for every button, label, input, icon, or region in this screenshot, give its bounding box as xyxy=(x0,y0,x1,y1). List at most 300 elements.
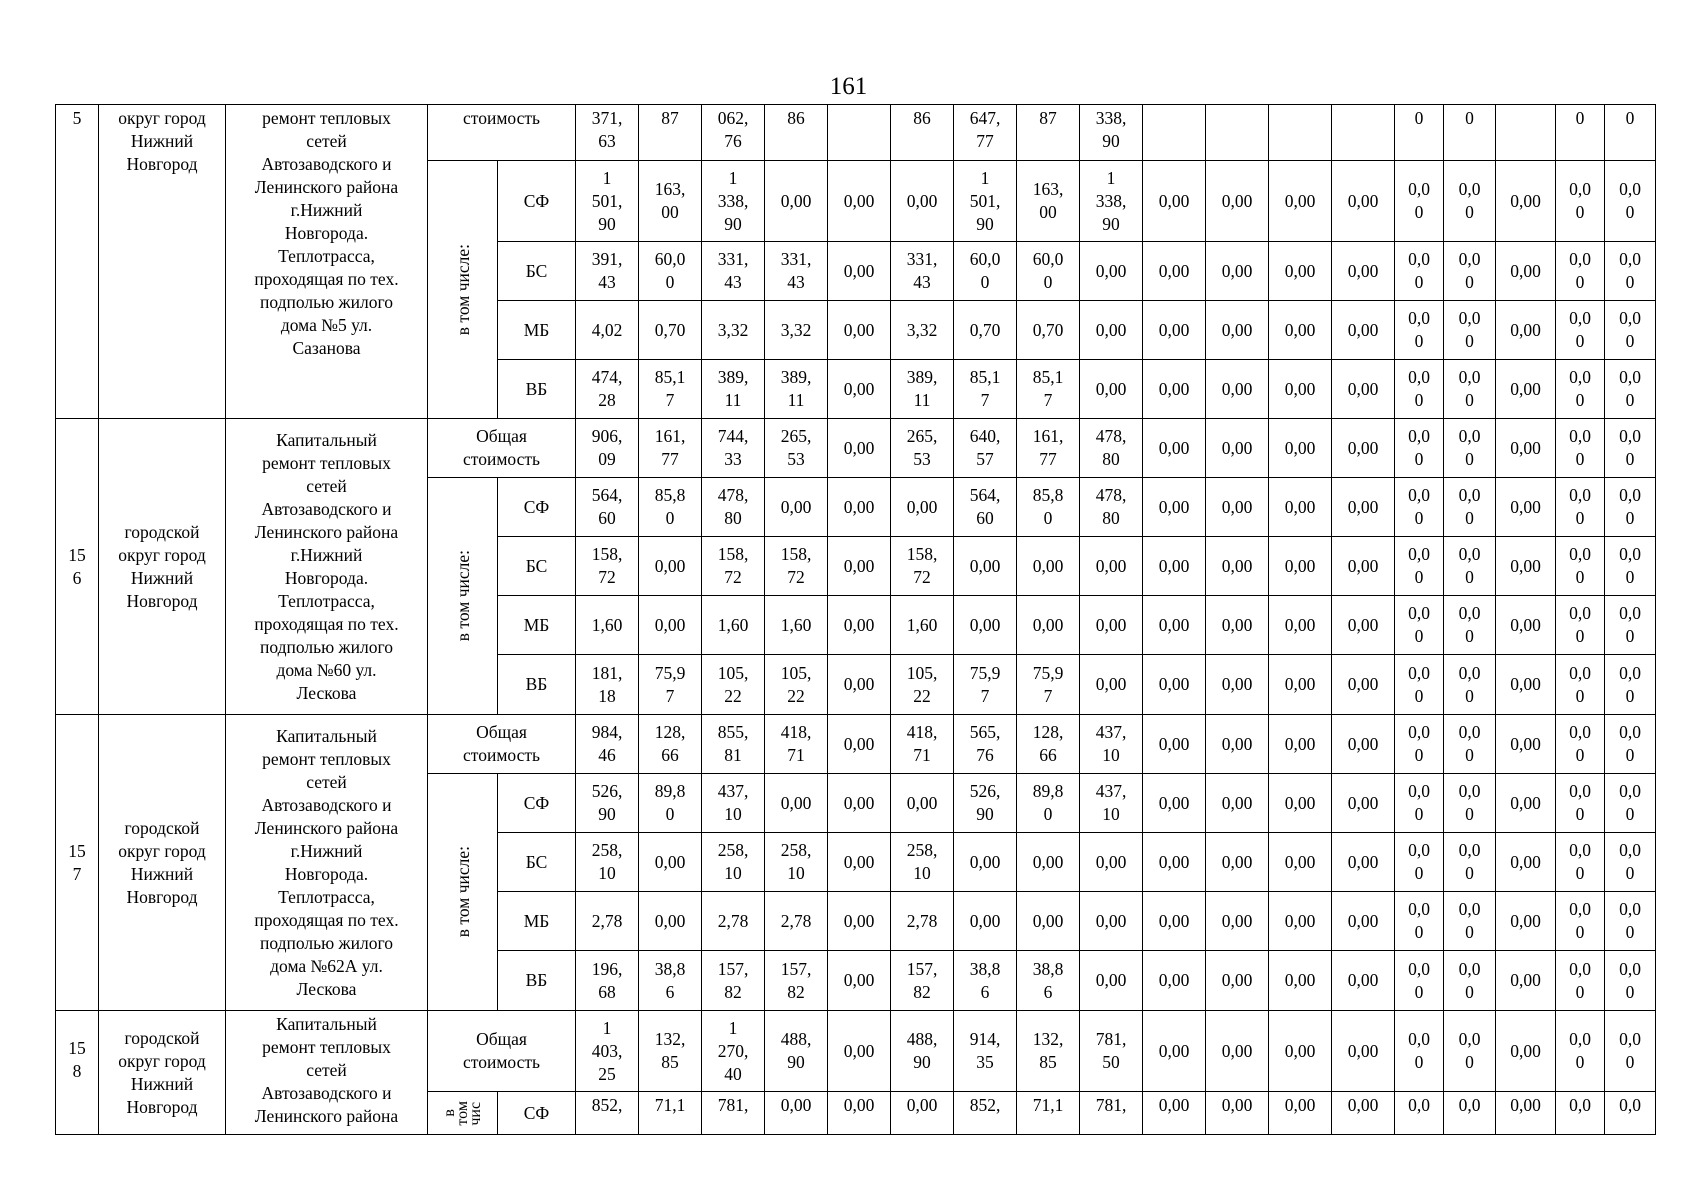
value-cell: 1,60 xyxy=(702,596,765,655)
value-cell: 0,00 xyxy=(765,774,828,833)
value-cell: 0,0 0 xyxy=(1444,242,1496,301)
value-cell: 0,0 0 xyxy=(1605,161,1656,242)
value-cell: 0,00 xyxy=(828,596,891,655)
value-cell: 0,0 0 xyxy=(1556,1011,1605,1092)
value-cell: 105, 22 xyxy=(891,655,954,715)
value-cell: 0,00 xyxy=(1080,833,1143,892)
value-cell: 0,00 xyxy=(1080,951,1143,1011)
type-label-mb: МБ xyxy=(498,596,576,655)
type-label-sf: СФ xyxy=(498,774,576,833)
municipality-cell: городской округ город Нижний Новгород xyxy=(99,419,226,715)
value-cell: 0,0 0 xyxy=(1605,1011,1656,1092)
value-cell: 0,0 0 xyxy=(1395,655,1444,715)
value-cell: 855, 81 xyxy=(702,715,765,774)
value-cell: 0,00 xyxy=(1143,596,1206,655)
value-cell: 75,9 7 xyxy=(1017,655,1080,715)
value-cell: 3,32 xyxy=(702,301,765,360)
value-cell: 0,0 0 xyxy=(1395,892,1444,951)
value-cell: 0,00 xyxy=(828,419,891,478)
value-cell: 0,0 0 xyxy=(1444,596,1496,655)
table-row-total xyxy=(56,715,1656,774)
value-cell: 0,00 xyxy=(1143,892,1206,951)
value-cell: 265, 53 xyxy=(765,419,828,478)
value-cell: 0,00 xyxy=(891,774,954,833)
description-cell: Капитальный ремонт тепловых сетей Автозаводского и Ленинского района xyxy=(226,1011,428,1135)
value-cell: 0,0 0 xyxy=(1444,951,1496,1011)
value-cell: 0,00 xyxy=(1143,360,1206,419)
value-cell: 488, 90 xyxy=(765,1011,828,1092)
value-cell: 0,00 xyxy=(828,360,891,419)
type-label-mb: МБ xyxy=(498,301,576,360)
value-cell: 196, 68 xyxy=(576,951,639,1011)
value-cell: 71,1 xyxy=(639,1092,702,1135)
value-cell: 0,00 xyxy=(1332,537,1395,596)
value-cell: 157, 82 xyxy=(891,951,954,1011)
value-cell: 0,0 0 xyxy=(1556,774,1605,833)
value-cell: 0,0 0 xyxy=(1395,419,1444,478)
value-cell: 1 403, 25 xyxy=(576,1011,639,1092)
value-cell: 0,0 0 xyxy=(1395,774,1444,833)
value-cell: 0,00 xyxy=(1206,774,1269,833)
value-cell: 0,0 0 xyxy=(1395,301,1444,360)
value-cell: 0,0 0 xyxy=(1556,537,1605,596)
value-cell: 0,0 0 xyxy=(1605,537,1656,596)
value-cell: 1,60 xyxy=(765,596,828,655)
value-cell: 0,00 xyxy=(828,537,891,596)
value-cell: 0,00 xyxy=(828,774,891,833)
value-cell: 0,00 xyxy=(1206,1092,1269,1135)
value-cell: 062, 76 xyxy=(702,105,765,161)
value-cell: 86 xyxy=(765,105,828,161)
value-cell: 0,0 0 xyxy=(1556,161,1605,242)
value-cell: 0,00 xyxy=(1143,833,1206,892)
in-that-number-label: в том числе: xyxy=(428,774,498,1011)
value-cell: 85,1 7 xyxy=(954,360,1017,419)
value-cell: 437, 10 xyxy=(1080,774,1143,833)
value-cell: 852, xyxy=(954,1092,1017,1135)
value-cell: 89,8 0 xyxy=(639,774,702,833)
value-cell xyxy=(828,105,891,161)
value-cell: 0,0 0 xyxy=(1444,833,1496,892)
value-cell: 2,78 xyxy=(576,892,639,951)
in-that-number-label: в том числе: xyxy=(428,478,498,715)
value-cell: 0,00 xyxy=(828,242,891,301)
value-cell: 0,00 xyxy=(1269,892,1332,951)
value-cell: 0,00 xyxy=(1206,951,1269,1011)
value-cell: 852, xyxy=(576,1092,639,1135)
value-cell: 0,00 xyxy=(1496,833,1556,892)
value-cell: 0,00 xyxy=(828,301,891,360)
value-cell: 0,00 xyxy=(1332,161,1395,242)
value-cell: 0,0 0 xyxy=(1556,478,1605,537)
in-that-number-label: в том числе: xyxy=(428,161,498,419)
value-cell: 158, 72 xyxy=(576,537,639,596)
value-cell: 0,0 0 xyxy=(1605,596,1656,655)
value-cell: 0,00 xyxy=(1143,478,1206,537)
value-cell: 87 xyxy=(639,105,702,161)
value-cell: 0,00 xyxy=(954,892,1017,951)
value-cell: 0,00 xyxy=(639,537,702,596)
value-cell: 158, 72 xyxy=(765,537,828,596)
value-cell: 0,00 xyxy=(1017,537,1080,596)
value-cell: 0,0 0 xyxy=(1605,360,1656,419)
value-cell: 0,0 0 xyxy=(1395,360,1444,419)
value-cell: 0,00 xyxy=(1206,537,1269,596)
in-that-number-label: в том чис xyxy=(428,1092,498,1135)
value-cell: 0,00 xyxy=(1496,537,1556,596)
municipality-cell: городской округ город Нижний Новгород xyxy=(99,715,226,1011)
value-cell: 258, 10 xyxy=(576,833,639,892)
value-cell: 0,00 xyxy=(828,1011,891,1092)
value-cell: 0,0 0 xyxy=(1605,774,1656,833)
type-label-bs: БС xyxy=(498,242,576,301)
type-label-vb: ВБ xyxy=(498,951,576,1011)
value-cell: 0 xyxy=(1395,105,1444,161)
value-cell: 258, 10 xyxy=(891,833,954,892)
value-cell: 0,00 xyxy=(639,892,702,951)
value-cell: 0,00 xyxy=(765,478,828,537)
value-cell: 331, 43 xyxy=(702,242,765,301)
value-cell: 0,00 xyxy=(1496,715,1556,774)
value-cell: 0,00 xyxy=(828,655,891,715)
value-cell xyxy=(1269,105,1332,161)
value-cell: 0,00 xyxy=(1143,242,1206,301)
value-cell: 0,0 0 xyxy=(1556,596,1605,655)
value-cell: 0,0 0 xyxy=(1395,596,1444,655)
value-cell: 157, 82 xyxy=(702,951,765,1011)
value-cell: 0,0 0 xyxy=(1556,419,1605,478)
value-cell: 0,00 xyxy=(1332,1092,1395,1135)
value-cell: 265, 53 xyxy=(891,419,954,478)
value-cell: 647, 77 xyxy=(954,105,1017,161)
value-cell: 158, 72 xyxy=(891,537,954,596)
type-label-sf: СФ xyxy=(498,1092,576,1135)
value-cell: 391, 43 xyxy=(576,242,639,301)
total-label: стоимость xyxy=(428,105,576,161)
value-cell: 0,0 0 xyxy=(1605,892,1656,951)
value-cell: 781, xyxy=(702,1092,765,1135)
value-cell: 0,00 xyxy=(1206,655,1269,715)
value-cell: 0,00 xyxy=(1496,892,1556,951)
value-cell: 0,00 xyxy=(1206,301,1269,360)
value-cell: 0,00 xyxy=(828,951,891,1011)
value-cell: 0,00 xyxy=(1332,655,1395,715)
value-cell: 0,0 0 xyxy=(1556,301,1605,360)
value-cell: 85,1 7 xyxy=(639,360,702,419)
value-cell: 38,8 6 xyxy=(954,951,1017,1011)
municipality-cell: округ город Нижний Новгород xyxy=(99,105,226,419)
municipality-cell: городской округ город Нижний Новгород xyxy=(99,1011,226,1135)
description-cell: Капитальный ремонт тепловых сетей Автозаводского и Ленинского района г.Нижний Новгорода. Теплотрасса, проходящая по тех. подполью жилого дома №60 ул. Лескова xyxy=(226,419,428,715)
value-cell: 0,00 xyxy=(1206,161,1269,242)
value-cell: 0,00 xyxy=(1496,161,1556,242)
value-cell: 0,0 0 xyxy=(1444,161,1496,242)
value-cell: 0,70 xyxy=(1017,301,1080,360)
row-number: 15 8 xyxy=(56,1011,99,1135)
value-cell: 565, 76 xyxy=(954,715,1017,774)
value-cell: 0,00 xyxy=(1143,655,1206,715)
value-cell: 640, 57 xyxy=(954,419,1017,478)
value-cell: 781, xyxy=(1080,1092,1143,1135)
value-cell: 0,00 xyxy=(954,537,1017,596)
value-cell xyxy=(1496,105,1556,161)
value-cell: 0,00 xyxy=(1332,478,1395,537)
value-cell: 0,00 xyxy=(765,161,828,242)
value-cell: 0,00 xyxy=(1080,596,1143,655)
value-cell: 1 270, 40 xyxy=(702,1011,765,1092)
value-cell: 0,00 xyxy=(1496,360,1556,419)
value-cell xyxy=(1143,105,1206,161)
value-cell: 161, 77 xyxy=(639,419,702,478)
type-label-bs: БС xyxy=(498,537,576,596)
value-cell: 0,0 0 xyxy=(1556,242,1605,301)
value-cell: 0,0 xyxy=(1395,1092,1444,1135)
value-cell: 2,78 xyxy=(765,892,828,951)
value-cell: 0,00 xyxy=(1496,951,1556,1011)
value-cell: 0,00 xyxy=(1143,537,1206,596)
value-cell: 0,0 0 xyxy=(1444,301,1496,360)
value-cell: 0,0 0 xyxy=(1395,833,1444,892)
value-cell: 0,0 0 xyxy=(1556,892,1605,951)
value-cell: 181, 18 xyxy=(576,655,639,715)
value-cell: 906, 09 xyxy=(576,419,639,478)
value-cell: 0,00 xyxy=(1332,892,1395,951)
value-cell: 478, 80 xyxy=(1080,478,1143,537)
funding-table xyxy=(55,104,1656,1135)
value-cell: 0,00 xyxy=(1269,301,1332,360)
value-cell: 0,00 xyxy=(1206,596,1269,655)
value-cell: 0,0 xyxy=(1605,1092,1656,1135)
value-cell: 0,00 xyxy=(1496,301,1556,360)
value-cell: 163, 00 xyxy=(1017,161,1080,242)
value-cell: 0,0 xyxy=(1444,1092,1496,1135)
value-cell: 564, 60 xyxy=(954,478,1017,537)
type-label-bs: БС xyxy=(498,833,576,892)
value-cell: 85,1 7 xyxy=(1017,360,1080,419)
value-cell: 0,00 xyxy=(1332,360,1395,419)
value-cell: 0,00 xyxy=(1496,1011,1556,1092)
type-label-vb: ВБ xyxy=(498,360,576,419)
value-cell: 0,0 0 xyxy=(1395,951,1444,1011)
value-cell: 0,0 0 xyxy=(1556,360,1605,419)
value-cell: 0,70 xyxy=(954,301,1017,360)
value-cell: 89,8 0 xyxy=(1017,774,1080,833)
value-cell: 0,00 xyxy=(828,1092,891,1135)
value-cell: 0,0 0 xyxy=(1444,715,1496,774)
value-cell: 4,02 xyxy=(576,301,639,360)
value-cell: 0,00 xyxy=(828,892,891,951)
value-cell: 0,00 xyxy=(1269,1011,1332,1092)
value-cell: 0,00 xyxy=(1269,419,1332,478)
value-cell: 0 xyxy=(1605,105,1656,161)
value-cell: 331, 43 xyxy=(765,242,828,301)
value-cell: 0,0 0 xyxy=(1444,537,1496,596)
value-cell: 437, 10 xyxy=(1080,715,1143,774)
value-cell: 0,0 0 xyxy=(1444,419,1496,478)
value-cell: 0,00 xyxy=(1269,774,1332,833)
description-cell: Капитальный ремонт тепловых сетей Автозаводского и Ленинского района г.Нижний Новгорода. Теплотрасса, проходящая по тех. подполью жилого дома №62А ул. Лескова xyxy=(226,715,428,1011)
value-cell: 0,00 xyxy=(639,596,702,655)
value-cell: 0,70 xyxy=(639,301,702,360)
value-cell: 0,0 0 xyxy=(1395,715,1444,774)
value-cell: 0,00 xyxy=(1017,892,1080,951)
value-cell: 0,00 xyxy=(1143,774,1206,833)
value-cell: 0,0 0 xyxy=(1556,655,1605,715)
value-cell: 0,00 xyxy=(1269,360,1332,419)
page-number: 161 xyxy=(829,73,868,100)
value-cell: 0 xyxy=(1556,105,1605,161)
value-cell: 0,0 0 xyxy=(1556,951,1605,1011)
value-cell: 0,00 xyxy=(1017,596,1080,655)
row-number: 5 xyxy=(56,105,99,419)
value-cell: 0,00 xyxy=(891,1092,954,1135)
total-label: Общая стоимость xyxy=(428,715,576,774)
value-cell: 0,00 xyxy=(1269,1092,1332,1135)
value-cell: 258, 10 xyxy=(702,833,765,892)
value-cell: 0,00 xyxy=(891,478,954,537)
value-cell: 0,0 0 xyxy=(1395,1011,1444,1092)
value-cell: 781, 50 xyxy=(1080,1011,1143,1092)
value-cell: 0,00 xyxy=(1143,1011,1206,1092)
value-cell: 1 501, 90 xyxy=(576,161,639,242)
value-cell: 0,00 xyxy=(1269,596,1332,655)
value-cell: 0,00 xyxy=(1269,833,1332,892)
value-cell: 0,0 0 xyxy=(1605,478,1656,537)
value-cell: 0,00 xyxy=(1206,833,1269,892)
value-cell: 86 xyxy=(891,105,954,161)
value-cell: 38,8 6 xyxy=(639,951,702,1011)
value-cell: 75,9 7 xyxy=(639,655,702,715)
value-cell: 0,00 xyxy=(1496,1092,1556,1135)
value-cell: 2,78 xyxy=(891,892,954,951)
value-cell: 0,00 xyxy=(1332,1011,1395,1092)
value-cell: 1,60 xyxy=(891,596,954,655)
value-cell: 0,00 xyxy=(1206,360,1269,419)
value-cell: 0,00 xyxy=(1143,161,1206,242)
value-cell: 984, 46 xyxy=(576,715,639,774)
value-cell: 0,00 xyxy=(1496,419,1556,478)
value-cell: 0,00 xyxy=(1269,478,1332,537)
value-cell: 128, 66 xyxy=(1017,715,1080,774)
value-cell: 0,00 xyxy=(891,161,954,242)
value-cell: 0,0 0 xyxy=(1444,1011,1496,1092)
value-cell: 418, 71 xyxy=(765,715,828,774)
value-cell: 0,0 0 xyxy=(1556,833,1605,892)
value-cell: 0,00 xyxy=(1143,1092,1206,1135)
value-cell: 488, 90 xyxy=(891,1011,954,1092)
value-cell: 105, 22 xyxy=(765,655,828,715)
value-cell: 0,00 xyxy=(1080,360,1143,419)
value-cell: 0,0 0 xyxy=(1605,301,1656,360)
value-cell: 0,0 0 xyxy=(1395,537,1444,596)
value-cell: 338, 90 xyxy=(1080,105,1143,161)
value-cell: 75,9 7 xyxy=(954,655,1017,715)
value-cell: 0,00 xyxy=(1206,892,1269,951)
value-cell: 0,0 0 xyxy=(1444,360,1496,419)
value-cell: 478, 80 xyxy=(1080,419,1143,478)
total-label: Общая стоимость xyxy=(428,1011,576,1092)
value-cell: 0,0 0 xyxy=(1605,655,1656,715)
value-cell: 0,0 0 xyxy=(1395,242,1444,301)
value-cell: 0,00 xyxy=(1332,833,1395,892)
value-cell: 85,8 0 xyxy=(1017,478,1080,537)
value-cell: 526, 90 xyxy=(954,774,1017,833)
value-cell: 157, 82 xyxy=(765,951,828,1011)
value-cell: 0,00 xyxy=(1080,301,1143,360)
value-cell: 0,00 xyxy=(1080,892,1143,951)
value-cell: 0,00 xyxy=(1143,951,1206,1011)
value-cell: 0,00 xyxy=(1332,419,1395,478)
value-cell: 0,00 xyxy=(1332,951,1395,1011)
value-cell: 0,00 xyxy=(1332,715,1395,774)
value-cell: 60,0 0 xyxy=(954,242,1017,301)
value-cell: 389, 11 xyxy=(765,360,828,419)
value-cell: 0,00 xyxy=(1496,596,1556,655)
value-cell: 0,0 0 xyxy=(1556,715,1605,774)
value-cell: 0,00 xyxy=(1269,242,1332,301)
value-cell: 0,00 xyxy=(1080,537,1143,596)
value-cell: 0,00 xyxy=(1496,774,1556,833)
table-row-total xyxy=(56,419,1656,478)
value-cell: 161, 77 xyxy=(1017,419,1080,478)
row-number: 15 6 xyxy=(56,419,99,715)
value-cell: 0,00 xyxy=(1269,715,1332,774)
value-cell: 914, 35 xyxy=(954,1011,1017,1092)
value-cell: 0,00 xyxy=(1143,715,1206,774)
value-cell: 0,00 xyxy=(765,1092,828,1135)
value-cell: 0,00 xyxy=(1332,301,1395,360)
value-cell: 0,00 xyxy=(1269,655,1332,715)
value-cell: 1,60 xyxy=(576,596,639,655)
value-cell: 132, 85 xyxy=(639,1011,702,1092)
value-cell: 526, 90 xyxy=(576,774,639,833)
value-cell: 371, 63 xyxy=(576,105,639,161)
value-cell: 0,00 xyxy=(1017,833,1080,892)
type-label-vb: ВБ xyxy=(498,655,576,715)
value-cell: 0,0 0 xyxy=(1605,715,1656,774)
value-cell: 437, 10 xyxy=(702,774,765,833)
value-cell: 258, 10 xyxy=(765,833,828,892)
value-cell: 0,00 xyxy=(1332,774,1395,833)
value-cell: 744, 33 xyxy=(702,419,765,478)
value-cell: 60,0 0 xyxy=(1017,242,1080,301)
value-cell: 0,00 xyxy=(1080,242,1143,301)
value-cell: 38,8 6 xyxy=(1017,951,1080,1011)
value-cell: 105, 22 xyxy=(702,655,765,715)
value-cell: 418, 71 xyxy=(891,715,954,774)
value-cell: 389, 11 xyxy=(891,360,954,419)
value-cell: 0,00 xyxy=(1269,161,1332,242)
value-cell: 1 338, 90 xyxy=(702,161,765,242)
value-cell: 2,78 xyxy=(702,892,765,951)
type-label-sf: СФ xyxy=(498,478,576,537)
value-cell: 0,00 xyxy=(1206,1011,1269,1092)
value-cell: 158, 72 xyxy=(702,537,765,596)
value-cell: 0,00 xyxy=(1206,242,1269,301)
value-cell: 0,00 xyxy=(954,833,1017,892)
description-cell: ремонт тепловых сетей Автозаводского и Ленинского района г.Нижний Новгорода. Теплотрасса, проходящая по тех. подполью жилого дома №5 ул. Сазанова xyxy=(226,105,428,419)
table-row-total xyxy=(56,105,1656,161)
value-cell: 474, 28 xyxy=(576,360,639,419)
value-cell: 0,00 xyxy=(1269,951,1332,1011)
value-cell: 0,00 xyxy=(1269,537,1332,596)
value-cell: 0,00 xyxy=(1496,655,1556,715)
value-cell: 0,00 xyxy=(1332,596,1395,655)
value-cell: 163, 00 xyxy=(639,161,702,242)
value-cell: 0,00 xyxy=(1143,301,1206,360)
value-cell: 0,0 0 xyxy=(1605,833,1656,892)
value-cell: 389, 11 xyxy=(702,360,765,419)
